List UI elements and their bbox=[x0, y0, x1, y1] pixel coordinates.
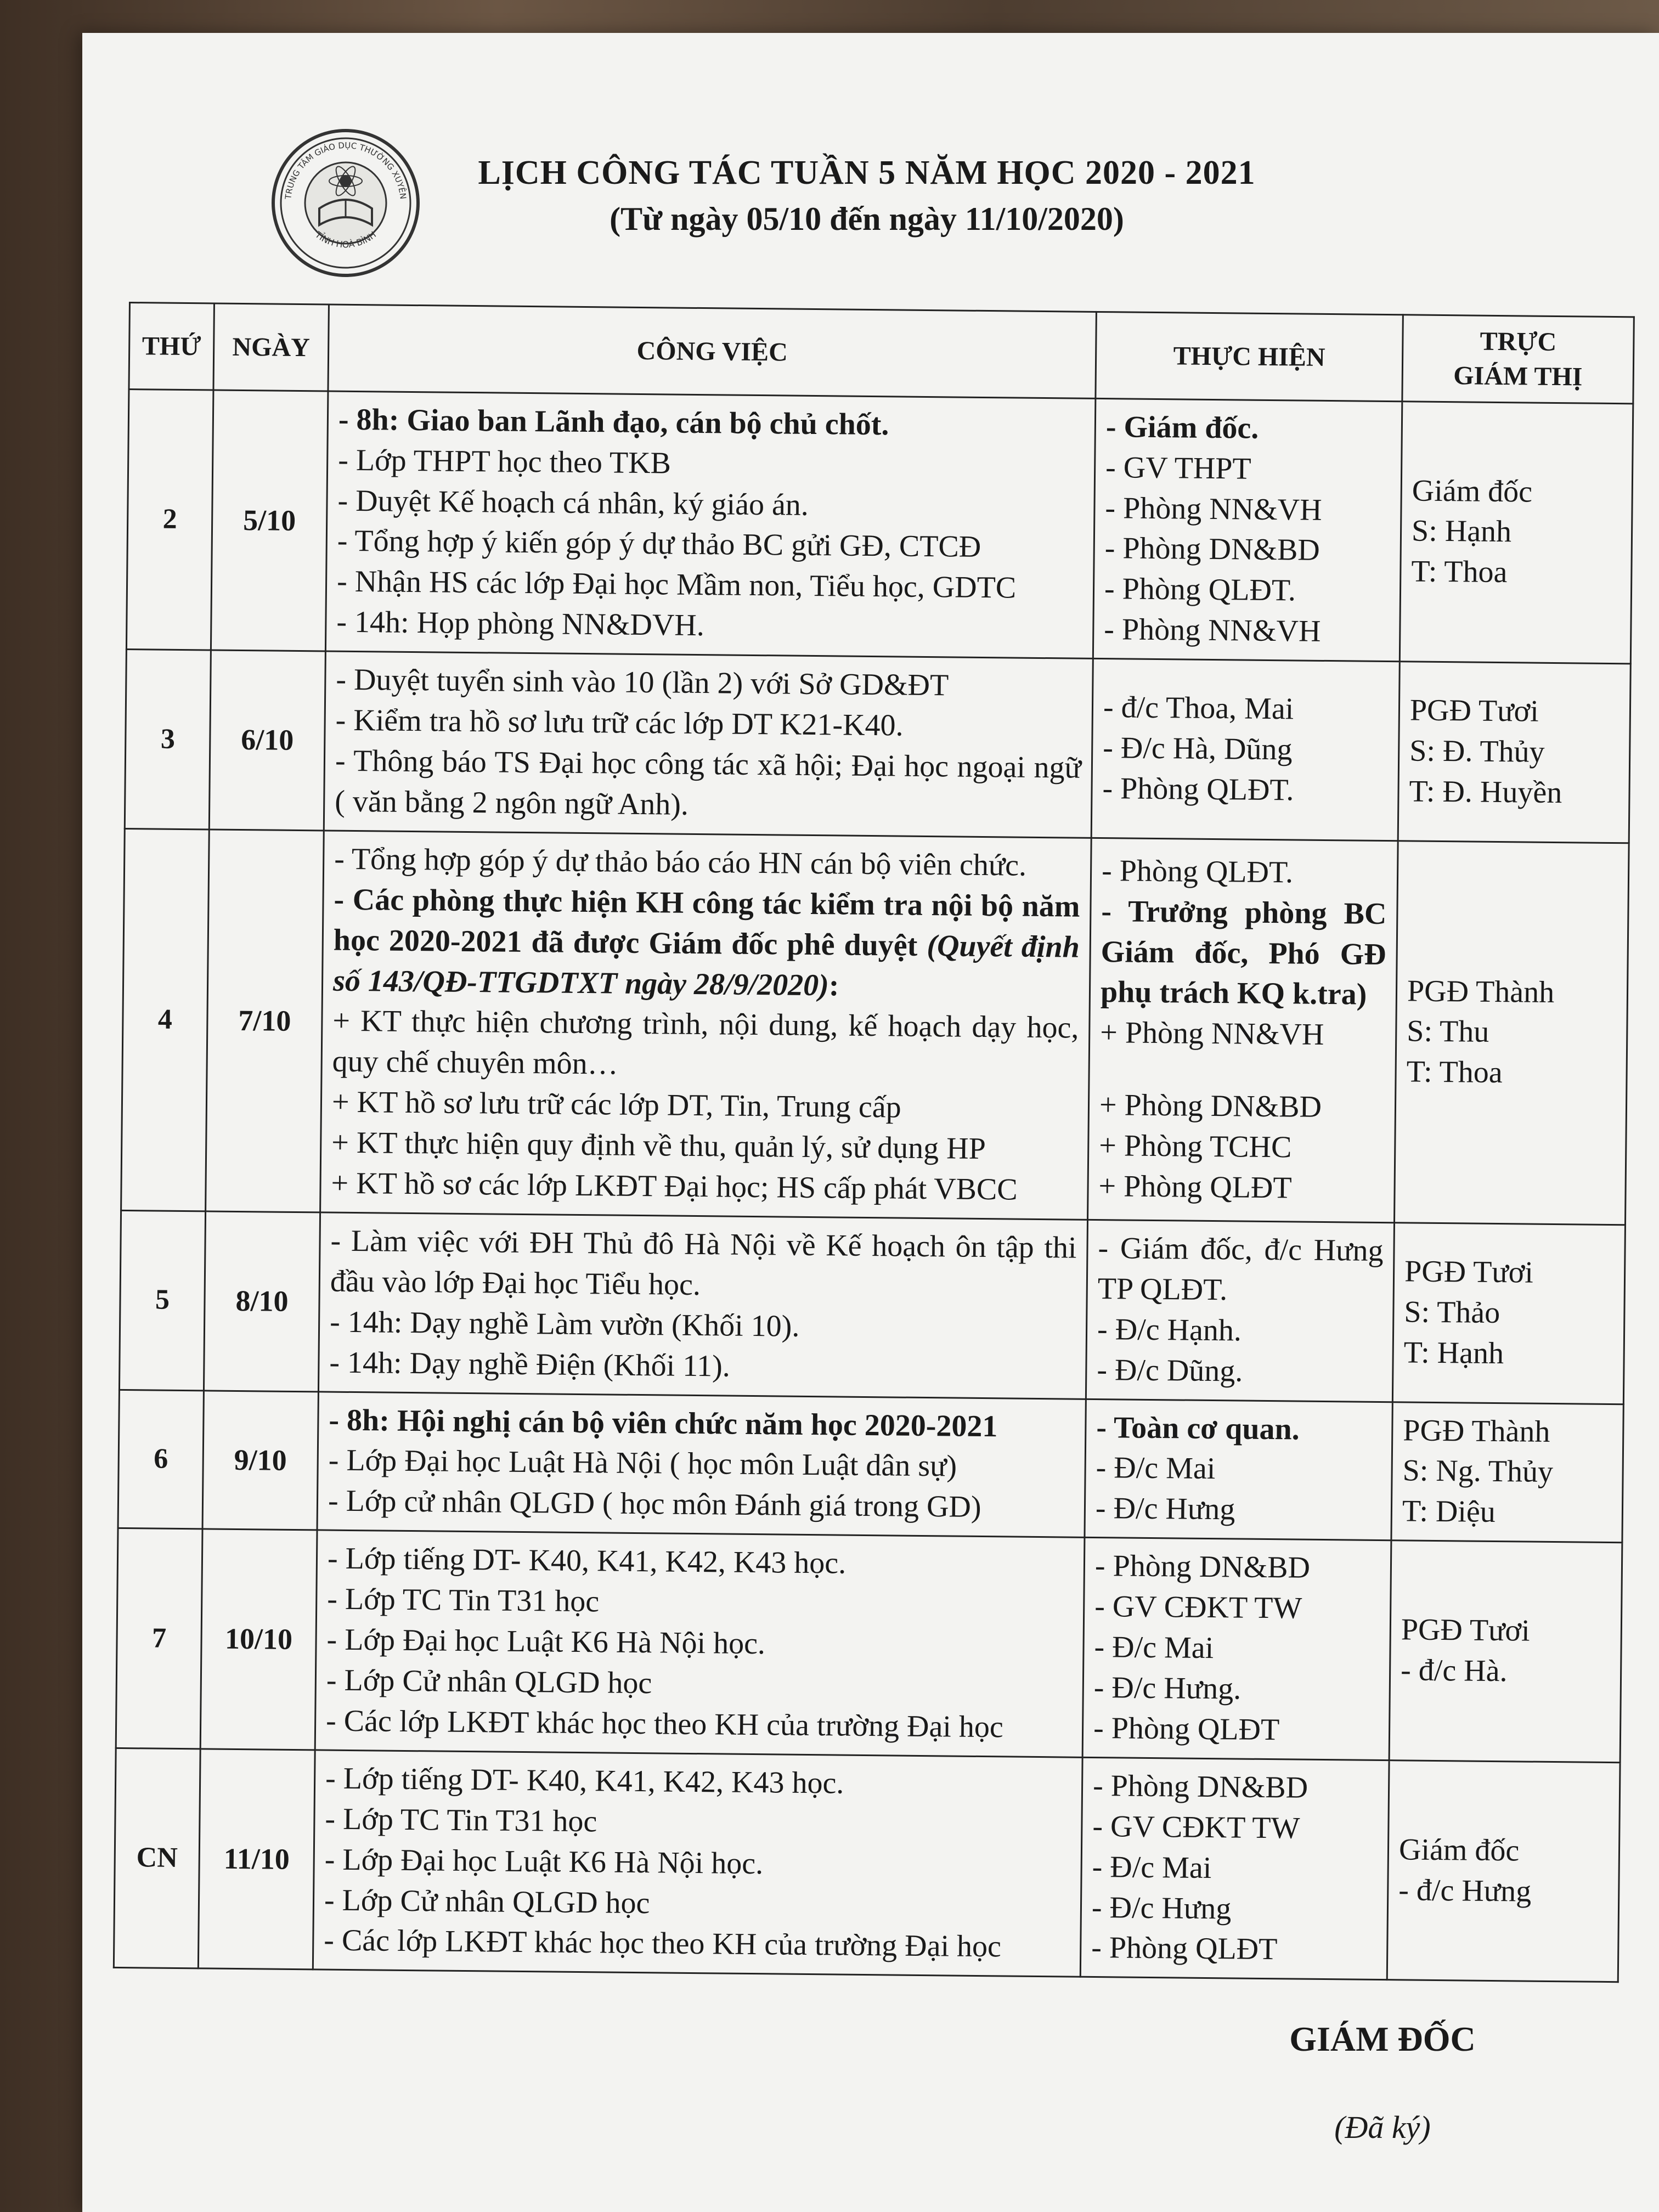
table-header-row bbox=[129, 303, 1634, 404]
duty-line: T: Thoa bbox=[1406, 1054, 1503, 1090]
exec-line: + Phòng QLĐT bbox=[1098, 1169, 1292, 1205]
header-truc: TRỰC bbox=[1480, 326, 1557, 357]
task-line: - Lớp tiếng DT- K40, K41, K42, K43 học. bbox=[327, 1541, 847, 1581]
task-line: - Thông báo TS Đại học công tác xã hội; Đại học ngoại ngữ ( văn bằng 2 ngôn ngữ Anh). bbox=[334, 743, 1082, 822]
task-line: - Lớp TC Tin T31 học bbox=[327, 1582, 600, 1619]
task-line: - Các lớp LKĐT khác học theo KH của trường Đại học bbox=[325, 1703, 1004, 1745]
task-line: - Duyệt tuyển sinh vào 10 (lần 2) với Sở GD&ĐT bbox=[336, 662, 949, 703]
exec-line: - GV CĐKT TW bbox=[1094, 1589, 1302, 1626]
cell-thuc-hien bbox=[1091, 659, 1400, 841]
task-line: - Làm việc với ĐH Thủ đô Hà Nội về Kế hoạch ôn tập thi đầu vào lớp Đại học Tiểu học. bbox=[330, 1223, 1077, 1302]
cell-truc-giam-thi bbox=[1389, 1541, 1622, 1763]
exec-line: + Phòng DN&BD bbox=[1099, 1088, 1322, 1125]
task-line: - Các lớp LKĐT khác học theo KH của trường Đại học bbox=[324, 1923, 1002, 1964]
cell-thuc-hien bbox=[1088, 838, 1398, 1222]
header-thu: THỨ bbox=[129, 303, 215, 390]
cell-ngay: 8/10 bbox=[204, 1211, 320, 1392]
task-inspection-block bbox=[333, 879, 1080, 1008]
exec-line: - Đ/c Hưng bbox=[1091, 1890, 1232, 1926]
task-line: - Lớp Đại học Luật K6 Hà Nội học. bbox=[326, 1622, 766, 1661]
exec-line: - Phòng QLĐT. bbox=[1102, 771, 1294, 808]
cell-thu: 2 bbox=[126, 389, 213, 650]
document-header bbox=[269, 126, 1585, 291]
duty-line: S: Hạnh bbox=[1411, 514, 1512, 549]
signature-note: (Đã ký) bbox=[1334, 2109, 1431, 2145]
exec-line: - Giám đốc. bbox=[1105, 409, 1259, 445]
exec-line: - Phòng NN&VH bbox=[1104, 612, 1321, 649]
cell-thu: 4 bbox=[121, 828, 210, 1211]
cell-ngay: 11/10 bbox=[198, 1749, 315, 1970]
cell-thuc-hien bbox=[1080, 1757, 1389, 1980]
duty-line: S: Đ. Thủy bbox=[1409, 733, 1545, 769]
cell-thuc-hien bbox=[1085, 1399, 1392, 1541]
seal-text-top: TRUNG TÂM GIÁO DỤC THƯỜNG XUYÊN bbox=[283, 140, 408, 200]
duty-line: PGĐ Tươi bbox=[1404, 1254, 1534, 1290]
cell-thu: 5 bbox=[119, 1210, 205, 1390]
exec-line: - Phòng QLĐT bbox=[1091, 1931, 1278, 1967]
exec-line: - Đ/c Mai bbox=[1092, 1849, 1212, 1885]
cell-truc-giam-thi bbox=[1400, 402, 1633, 664]
task-decision-ref: (Quyết định số 143/QĐ-TTGDTXT ngày 28/9/2020) bbox=[332, 928, 1080, 1002]
duty-line: T: Thoa bbox=[1411, 554, 1508, 590]
duty-line: S: Ng. Thủy bbox=[1402, 1453, 1554, 1489]
exec-line: - Toàn cơ quan. bbox=[1096, 1410, 1300, 1447]
table-row bbox=[125, 650, 1630, 843]
task-line: - Lớp Đại học Luật K6 Hà Nội học. bbox=[324, 1842, 764, 1881]
cell-ngay: 10/10 bbox=[200, 1529, 317, 1750]
table-row bbox=[121, 828, 1629, 1224]
exec-line: - Đ/c Mai bbox=[1096, 1451, 1216, 1486]
duty-line: Giám đốc bbox=[1398, 1832, 1520, 1868]
cell-thu: 3 bbox=[125, 650, 211, 830]
exec-line: - Phòng DN&BD bbox=[1094, 1549, 1311, 1585]
task-line: - Lớp tiếng DT- K40, K41, K42, K43 học. bbox=[325, 1761, 844, 1801]
exec-line: - Đ/c Hà, Dũng bbox=[1102, 731, 1293, 767]
cell-cong-viec bbox=[325, 391, 1095, 659]
duty-line: PGĐ Tươi bbox=[1409, 693, 1539, 729]
task-line: - 14h: Dạy nghề Làm vườn (Khối 10). bbox=[329, 1305, 800, 1344]
cell-truc-giam-thi bbox=[1398, 662, 1630, 843]
cell-ngay: 5/10 bbox=[211, 390, 328, 651]
duty-line: S: Thảo bbox=[1404, 1295, 1500, 1330]
cell-cong-viec bbox=[324, 651, 1093, 838]
task-inspection-lead: - Các phòng thực hiện KH công tác kiểm tra nội bộ năm học 2020-2021 đã được Giám đốc phê duyệt bbox=[333, 882, 1080, 963]
duty-line: T: Hạnh bbox=[1403, 1335, 1504, 1370]
exec-line: - Đ/c Hưng bbox=[1095, 1491, 1235, 1527]
exec-line: - GV CĐKT TW bbox=[1092, 1809, 1300, 1846]
cell-truc-giam-thi bbox=[1387, 1760, 1620, 1982]
seal-text-bottom: TỈNH HOÀ BÌNH bbox=[313, 229, 379, 250]
cell-truc-giam-thi bbox=[1394, 841, 1629, 1225]
task-line: - 14h: Họp phòng NN&DVH. bbox=[336, 605, 705, 643]
exec-line: - Phòng QLĐT. bbox=[1104, 572, 1296, 608]
header-thuc-hien: THỰC HIỆN bbox=[1096, 312, 1403, 401]
signature-title: GIÁM ĐỐC bbox=[1289, 2019, 1476, 2058]
cell-truc-giam-thi bbox=[1392, 1223, 1625, 1404]
cell-cong-viec bbox=[320, 831, 1092, 1220]
exec-line: + Phòng NN&VH bbox=[1099, 1015, 1324, 1052]
task-line: - Tổng hợp ý kiến góp ý dự thảo BC gửi GĐ, CTCĐ bbox=[337, 524, 981, 565]
cell-cong-viec bbox=[315, 1530, 1085, 1757]
duty-line: PGĐ Tươi bbox=[1401, 1612, 1530, 1648]
task-line: + KT hồ sơ các lớp LKĐT Đại học; HS cấp phát VBCC bbox=[331, 1166, 1018, 1207]
task-line: - Lớp THPT học theo TKB bbox=[337, 443, 672, 481]
task-line: + KT thực hiện chương trình, nội dung, kế hoạch dạy học, quy chế chuyên môn… bbox=[332, 1004, 1079, 1081]
signature-block bbox=[1245, 2019, 1520, 2146]
exec-line: - Đ/c Dũng. bbox=[1097, 1352, 1243, 1389]
task-line: - Nhận HS các lớp Đại học Mầm non, Tiểu học, GDTC bbox=[336, 565, 1017, 605]
cell-thuc-hien bbox=[1093, 398, 1402, 662]
header-giam-thi: GIÁM THỊ bbox=[1453, 361, 1583, 392]
duty-line: - đ/c Hưng bbox=[1398, 1872, 1532, 1909]
cell-thuc-hien bbox=[1086, 1220, 1394, 1402]
table-row bbox=[114, 1748, 1620, 1982]
task-line: - Lớp Cử nhân QLGD học bbox=[324, 1883, 650, 1920]
header-truc-giam-thi bbox=[1402, 315, 1634, 404]
exec-line: - Đ/c Mai bbox=[1094, 1630, 1214, 1666]
task-line: - Tổng hợp góp ý dự thảo báo cáo HN cán bộ viên chức. bbox=[334, 842, 1027, 883]
document-subtitle: (Từ ngày 05/10 đến ngày 11/10/2020) bbox=[610, 201, 1124, 237]
header-cong-viec: CÔNG VIỆC bbox=[328, 304, 1096, 398]
task-line: - Lớp Đại học Luật Hà Nội ( học môn Luật dân sự) bbox=[328, 1443, 957, 1484]
cell-cong-viec bbox=[313, 1750, 1082, 1977]
header-ngay: NGÀY bbox=[213, 303, 329, 391]
exec-line: - Đ/c Hạnh. bbox=[1097, 1312, 1242, 1348]
exec-line: - Phòng DN&BD bbox=[1092, 1768, 1308, 1805]
seal-emblem-icon bbox=[269, 126, 422, 280]
duty-line: Giám đốc bbox=[1412, 473, 1533, 509]
task-line: - Lớp Cử nhân QLGD học bbox=[326, 1663, 652, 1701]
task-line: - Kiểm tra hồ sơ lưu trữ các lớp DT K21-K40. bbox=[335, 703, 904, 743]
exec-line: - Đ/c Hưng. bbox=[1093, 1671, 1242, 1706]
exec-line: + Phòng TCHC bbox=[1099, 1128, 1292, 1165]
cell-ngay: 7/10 bbox=[206, 830, 324, 1212]
task-colon: : bbox=[828, 968, 839, 1002]
duty-line: S: Thu bbox=[1407, 1014, 1489, 1049]
cell-thu: CN bbox=[114, 1748, 200, 1968]
cell-thu: 6 bbox=[118, 1390, 204, 1529]
exec-line: - Phòng QLĐT bbox=[1093, 1711, 1280, 1747]
duty-line: T: Đ. Huyền bbox=[1409, 774, 1562, 810]
cell-cong-viec bbox=[318, 1212, 1087, 1399]
cell-cong-viec bbox=[317, 1391, 1086, 1537]
duty-line: - đ/c Hà. bbox=[1400, 1653, 1508, 1689]
task-line: - Lớp TC Tin T31 học bbox=[325, 1802, 597, 1839]
cell-ngay: 9/10 bbox=[202, 1390, 318, 1530]
cell-ngay: 6/10 bbox=[209, 650, 325, 831]
table-row bbox=[116, 1528, 1622, 1763]
cell-truc-giam-thi bbox=[1391, 1402, 1623, 1543]
exec-line: - Trưởng phòng BC Giám đốc, Phó GĐ phụ trách KQ k.tra) bbox=[1100, 894, 1387, 1012]
task-line: - 8h: Hội nghị cán bộ viên chức năm học 2020-2021 bbox=[329, 1403, 998, 1443]
exec-line: - Phòng DN&BD bbox=[1104, 531, 1321, 568]
task-line: - 8h: Giao ban Lãnh đạo, cán bộ chủ chốt. bbox=[338, 402, 889, 442]
duty-line: T: Diệu bbox=[1402, 1494, 1496, 1530]
table-row bbox=[118, 1390, 1623, 1543]
task-line: + KT hồ sơ lưu trữ các lớp DT, Tin, Trung cấp bbox=[331, 1085, 901, 1125]
cell-thu: 7 bbox=[116, 1528, 202, 1749]
schedule-table bbox=[113, 302, 1635, 1983]
task-line: - Duyệt Kế hoạch cá nhân, ký giáo án. bbox=[337, 483, 809, 522]
duty-line: PGĐ Thành bbox=[1403, 1413, 1550, 1449]
title-block bbox=[433, 154, 1300, 238]
task-line: - 14h: Dạy nghề Điện (Khối 11). bbox=[329, 1345, 731, 1384]
cell-thuc-hien bbox=[1082, 1538, 1391, 1760]
table-row bbox=[119, 1210, 1625, 1404]
exec-line: - đ/c Thoa, Mai bbox=[1103, 690, 1294, 726]
exec-line: - Phòng QLĐT. bbox=[1101, 853, 1294, 890]
exec-line: - Giám đốc, đ/c Hưng TP QLĐT. bbox=[1097, 1231, 1384, 1307]
exec-line: - GV THPT bbox=[1105, 450, 1251, 486]
exec-line: - Phòng NN&VH bbox=[1105, 490, 1322, 527]
exec-spacer bbox=[1099, 1053, 1385, 1088]
task-line: + KT thực hiện quy định về thu, quản lý, sử dụng HP bbox=[331, 1125, 986, 1166]
table-row bbox=[126, 389, 1633, 664]
document-title: LỊCH CÔNG TÁC TUẦN 5 NĂM HỌC 2020 - 2021 bbox=[478, 154, 1256, 191]
task-line: - Lớp cử nhân QLGD ( học môn Đánh giá trong GD) bbox=[328, 1483, 981, 1525]
duty-line: PGĐ Thành bbox=[1407, 973, 1555, 1009]
